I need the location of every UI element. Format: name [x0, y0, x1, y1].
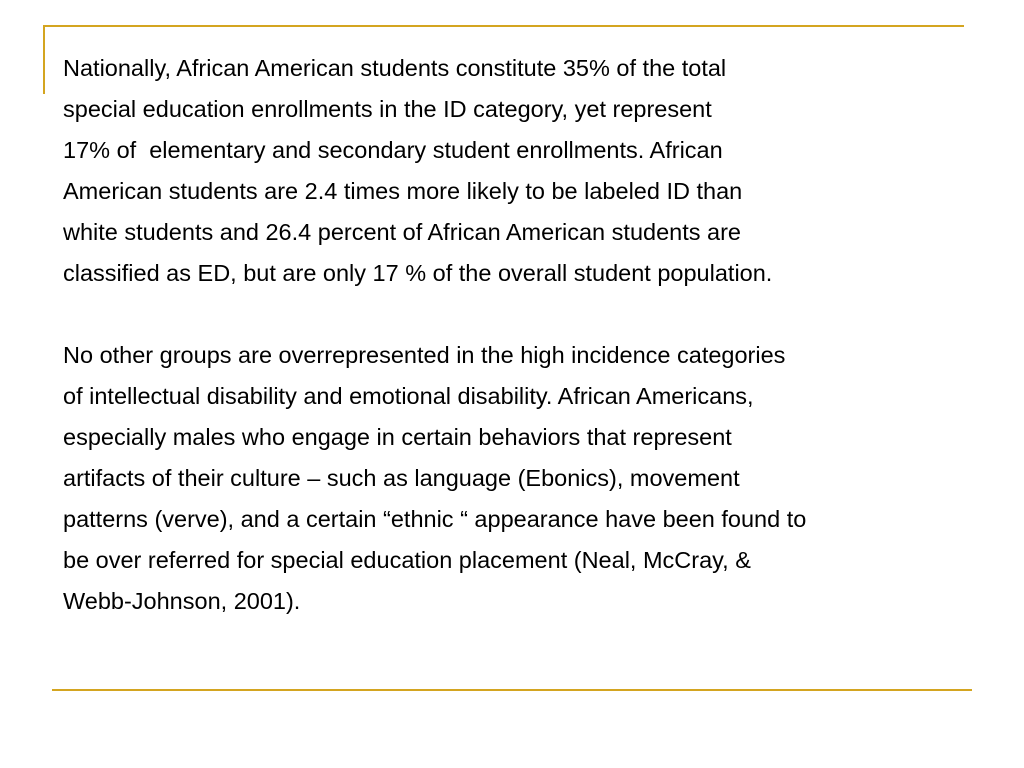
left-accent-rule [43, 25, 45, 94]
paragraph-line: white students and 26.4 percent of African American students are [63, 219, 741, 245]
paragraph-line: be over referred for special education placement (Neal, McCray, & [63, 547, 751, 573]
paragraph-line: special education enrollments in the ID category, yet represent [63, 96, 712, 122]
paragraph-line: Nationally, African American students constitute 35% of the total [63, 55, 727, 81]
paragraph-1 [63, 48, 973, 294]
top-accent-rule [43, 25, 964, 27]
paragraph-line: especially males who engage in certain behaviors that represent [63, 424, 732, 450]
bottom-accent-rule [52, 689, 972, 691]
paragraph-line: No other groups are overrepresented in the high incidence categories [63, 342, 786, 368]
paragraph-line: 17% of elementary and secondary student enrollments. African [63, 137, 723, 163]
paragraph-line: classified as ED, but are only 17 % of the overall student population. [63, 260, 773, 286]
paragraph-line: of intellectual disability and emotional disability. African Americans, [63, 383, 754, 409]
paragraph-line: artifacts of their culture – such as language (Ebonics), movement [63, 465, 740, 491]
paragraph-line: patterns (verve), and a certain “ethnic “ appearance have been found to [63, 506, 807, 532]
paragraph-spacer [63, 294, 973, 335]
paragraph-2 [63, 335, 973, 622]
paragraph-line: American students are 2.4 times more likely to be labeled ID than [63, 178, 743, 204]
paragraph-line: Webb-Johnson, 2001). [63, 588, 301, 614]
slide-body [63, 48, 973, 622]
